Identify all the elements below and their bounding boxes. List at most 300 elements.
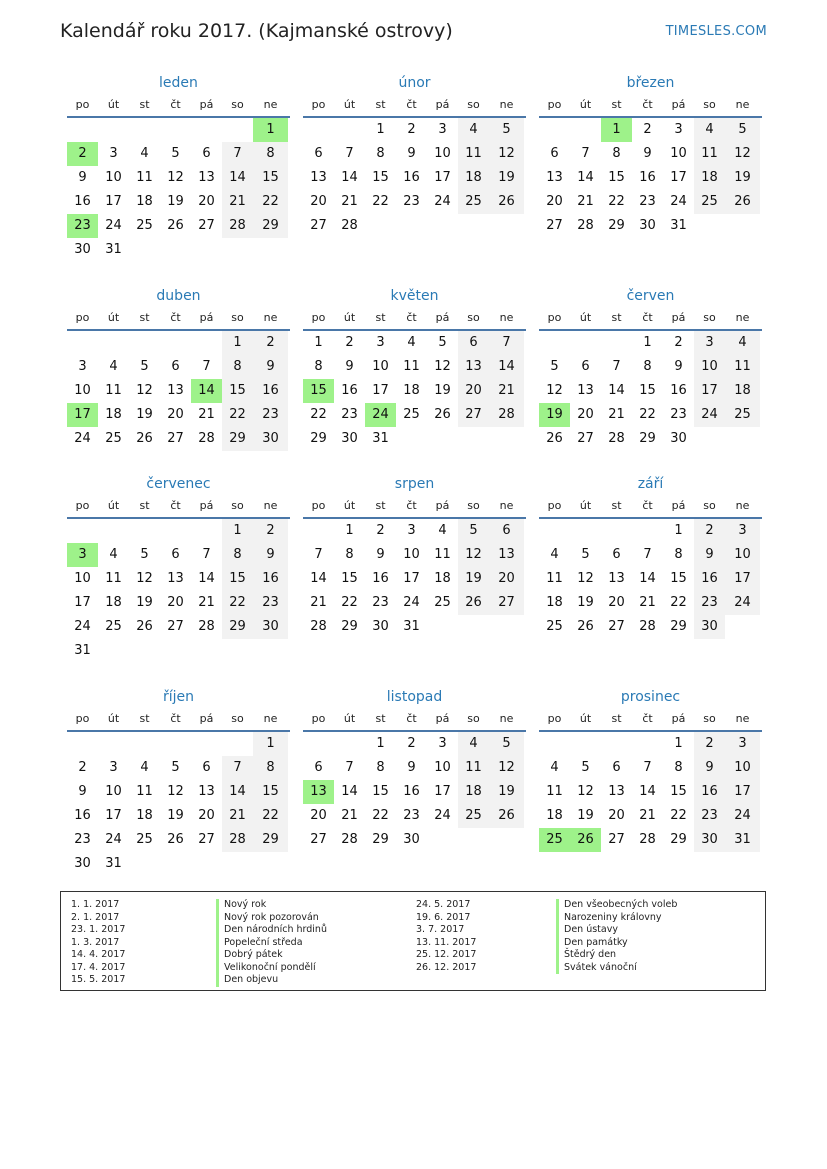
day-cell: 23 [670,407,687,422]
day-cell: 13 [310,170,327,185]
week-row [67,355,290,379]
weekday-label: po [311,98,326,111]
day-cell: 16 [403,170,420,185]
day-cell: 14 [341,784,358,799]
day-cell: 9 [694,543,725,567]
day-cell: 1 [376,122,385,137]
day-cell: 14 [222,780,253,804]
day-cell: 14 [198,571,215,586]
day-cell: 30 [694,828,725,852]
weekday-label: so [467,311,480,324]
day-cell: 2 [345,335,354,350]
day-cell: 8 [674,760,683,775]
weekday-label: so [231,499,244,512]
weekday-label: pá [671,98,686,111]
day-cell: 19 [167,194,184,209]
day-cell: 23 [639,194,656,209]
empty-day-cell [98,639,129,663]
empty-day-cell [129,639,160,663]
day-cell: 5 [550,359,559,374]
day-cell: 1 [222,519,253,543]
day-cell: 28 [577,218,594,233]
legend-holiday-name: Dobrý pátek [216,949,283,962]
day-cell: 23 [253,403,288,427]
week-row [303,379,526,403]
weekday-label: st [139,712,150,725]
empty-day-cell [725,615,760,639]
empty-day-cell [191,238,222,262]
empty-day-cell [191,639,222,663]
day-cell: 9 [253,543,288,567]
week-row [67,519,290,543]
day-cell: 13 [167,383,184,398]
day-cell: 19 [489,166,524,190]
weekday-label: pá [435,712,450,725]
day-cell: 3 [725,519,760,543]
day-cell: 17 [725,567,760,591]
weekday-label: ne [499,712,514,725]
day-cell: 14 [639,571,656,586]
weekday-label: út [579,311,592,324]
day-cell: 5 [171,146,180,161]
empty-day-cell [222,852,253,876]
week-row [303,190,526,214]
day-cell: 19 [167,808,184,823]
weekday-label: ne [263,499,278,512]
weekday-label: čt [170,311,181,324]
week-row [303,214,526,238]
empty-day-cell [458,615,489,639]
day-cell: 24 [434,808,451,823]
empty-day-cell [160,639,191,663]
day-cell: 19 [577,808,594,823]
empty-day-cell [458,214,489,238]
week-row [303,142,526,166]
day-cell: 5 [581,547,590,562]
weekday-label: st [375,98,386,111]
empty-day-cell [222,238,253,262]
day-cell: 15 [253,166,288,190]
day-cell: 28 [639,619,656,634]
day-cell: 25 [434,595,451,610]
day-cell: 11 [546,571,563,586]
week-row [539,355,762,379]
day-cell: 7 [222,756,253,780]
day-cell: 11 [546,784,563,799]
empty-day-cell [725,427,760,451]
day-cell: 26 [136,431,153,446]
empty-day-cell [98,331,129,355]
month-name: březen [626,75,675,91]
day-cell: 27 [577,431,594,446]
weekday-label: čt [642,98,653,111]
holiday-day-cell: 25 [539,828,570,852]
day-cell: 31 [403,619,420,634]
week-row [67,732,290,756]
day-cell: 25 [725,403,760,427]
day-cell: 21 [222,804,253,828]
day-cell: 27 [310,832,327,847]
week-row [539,804,762,828]
weekday-label: ne [263,311,278,324]
holiday-day-cell: 17 [67,403,98,427]
day-cell: 30 [639,218,656,233]
week-row [303,732,526,756]
week-row [303,403,526,427]
weekday-label: st [139,311,150,324]
day-cell: 19 [136,407,153,422]
empty-day-cell [160,118,191,142]
day-cell: 6 [171,547,180,562]
month-name: srpen [394,476,435,492]
day-cell: 28 [222,828,253,852]
day-cell: 24 [670,194,687,209]
day-cell: 7 [345,760,354,775]
day-cell: 3 [438,122,447,137]
empty-day-cell [694,427,725,451]
month-name: listopad [386,689,443,705]
day-cell: 22 [222,591,253,615]
day-cell: 10 [74,571,91,586]
month-name: květen [390,288,439,304]
week-row [67,379,290,403]
day-cell: 12 [136,571,153,586]
day-cell: 16 [341,383,358,398]
brand-link[interactable]: TIMESLES.COM [665,24,767,39]
empty-day-cell [222,118,253,142]
empty-day-cell [489,427,524,451]
empty-day-cell [191,331,222,355]
day-cell: 21 [341,194,358,209]
weekday-label: so [467,98,480,111]
week-row [539,142,762,166]
day-cell: 17 [434,170,451,185]
weekday-label: po [75,311,90,324]
day-cell: 15 [608,170,625,185]
day-cell: 26 [167,832,184,847]
day-cell: 5 [438,335,447,350]
week-row [67,567,290,591]
day-cell: 13 [198,784,215,799]
empty-day-cell [160,519,191,543]
holiday-day-cell: 19 [539,403,570,427]
empty-day-cell [303,118,334,142]
day-cell: 29 [372,832,389,847]
empty-day-cell [334,732,365,756]
weekday-label: po [75,499,90,512]
day-cell: 22 [608,194,625,209]
weekday-label: út [579,712,592,725]
day-cell: 14 [608,383,625,398]
day-cell: 29 [310,431,327,446]
weekday-header [539,708,762,732]
week-row [67,331,290,355]
day-cell: 21 [198,407,215,422]
day-cell: 20 [577,407,594,422]
week-row [539,214,762,238]
empty-day-cell [427,615,458,639]
day-cell: 23 [694,591,725,615]
month-září [539,473,762,639]
day-cell: 19 [434,383,451,398]
day-cell: 20 [608,808,625,823]
day-cell: 1 [674,523,683,538]
legend-holiday-name: Den objevu [216,974,278,987]
empty-day-cell [489,214,524,238]
day-cell: 22 [222,403,253,427]
month-prosinec [539,686,762,852]
week-row [303,166,526,190]
day-cell: 11 [105,383,122,398]
day-cell: 6 [202,146,211,161]
day-cell: 30 [694,615,725,639]
week-row [67,804,290,828]
day-cell: 14 [310,571,327,586]
day-cell: 6 [314,760,323,775]
day-cell: 7 [489,331,524,355]
day-cell: 20 [167,407,184,422]
empty-day-cell [303,732,334,756]
day-cell: 2 [407,122,416,137]
day-cell: 19 [725,166,760,190]
day-cell: 4 [109,547,118,562]
day-cell: 3 [407,523,416,538]
day-cell: 22 [372,194,389,209]
empty-day-cell [222,732,253,756]
day-cell: 12 [725,142,760,166]
weekday-label: st [611,712,622,725]
day-cell: 13 [608,571,625,586]
weekday-label: po [311,499,326,512]
weekday-label: čt [406,499,417,512]
legend-holiday-name: Svátek vánoční [556,962,637,975]
day-cell: 28 [341,218,358,233]
day-cell: 3 [109,146,118,161]
day-cell: 12 [489,142,524,166]
weekday-label: so [231,98,244,111]
day-cell: 16 [253,379,288,403]
day-cell: 7 [345,146,354,161]
day-cell: 3 [694,331,725,355]
day-cell: 26 [546,431,563,446]
empty-day-cell [489,615,524,639]
weekday-label: čt [170,712,181,725]
day-cell: 22 [310,407,327,422]
day-cell: 17 [74,595,91,610]
day-cell: 9 [674,359,683,374]
empty-day-cell [458,427,489,451]
day-cell: 23 [341,407,358,422]
empty-day-cell [539,732,570,756]
empty-day-cell [67,331,98,355]
day-cell: 3 [109,760,118,775]
day-cell: 28 [489,403,524,427]
weekday-label: po [311,712,326,725]
month-květen [303,285,526,451]
day-cell: 13 [489,543,524,567]
weekday-label: út [343,712,356,725]
weekday-label: čt [642,499,653,512]
day-cell: 25 [458,190,489,214]
day-cell: 1 [253,732,288,756]
weekday-label: so [231,712,244,725]
day-cell: 10 [372,359,389,374]
legend-date: 26. 12. 2017 [416,961,477,973]
day-cell: 8 [314,359,323,374]
weekday-label: so [703,499,716,512]
legend-holiday-name: Nový rok [216,899,266,912]
day-cell: 28 [198,619,215,634]
month-name: duben [156,288,201,304]
day-cell: 20 [608,595,625,610]
day-cell: 27 [310,218,327,233]
empty-day-cell [427,427,458,451]
day-cell: 18 [458,780,489,804]
day-cell: 4 [407,335,416,350]
day-cell: 13 [458,355,489,379]
day-cell: 14 [489,355,524,379]
day-cell: 6 [489,519,524,543]
day-cell: 11 [136,784,153,799]
day-cell: 3 [376,335,385,350]
empty-day-cell [98,732,129,756]
day-cell: 18 [105,595,122,610]
day-cell: 4 [109,359,118,374]
day-cell: 18 [434,571,451,586]
legend-holiday-name: Den všeobecných voleb [556,899,677,912]
day-cell: 29 [670,619,687,634]
weekday-header [303,708,526,732]
day-cell: 8 [222,355,253,379]
legend-date: 19. 6. 2017 [416,911,471,923]
weekday-header [67,307,290,331]
day-cell: 24 [105,218,122,233]
holiday-day-cell: 13 [303,780,334,804]
day-cell: 24 [694,403,725,427]
day-cell: 26 [458,591,489,615]
day-cell: 17 [694,379,725,403]
day-cell: 5 [140,547,149,562]
empty-day-cell [67,732,98,756]
empty-day-cell [191,118,222,142]
day-cell: 24 [403,595,420,610]
day-cell: 2 [694,732,725,756]
weekday-label: po [547,98,562,111]
day-cell: 10 [403,547,420,562]
empty-day-cell [539,331,570,355]
day-cell: 17 [403,571,420,586]
day-cell: 13 [198,170,215,185]
day-cell: 20 [546,194,563,209]
legend-holiday-name: Štědrý den [556,949,616,962]
day-cell: 10 [105,170,122,185]
day-cell: 12 [489,756,524,780]
day-cell: 1 [314,335,323,350]
day-cell: 16 [253,567,288,591]
legend-date: 17. 4. 2017 [71,961,126,973]
holiday-day-cell: 23 [67,214,98,238]
day-cell: 29 [639,431,656,446]
day-cell: 12 [167,170,184,185]
weekday-label: pá [435,499,450,512]
day-cell: 27 [546,218,563,233]
day-cell: 30 [670,431,687,446]
week-row [539,118,762,142]
empty-day-cell [160,238,191,262]
day-cell: 27 [167,619,184,634]
day-cell: 21 [577,194,594,209]
day-cell: 21 [489,379,524,403]
day-cell: 19 [489,780,524,804]
day-cell: 30 [372,619,389,634]
week-row [539,828,762,852]
day-cell: 20 [310,808,327,823]
empty-day-cell [129,118,160,142]
day-cell: 5 [140,359,149,374]
weekday-label: čt [642,311,653,324]
week-row [539,379,762,403]
week-row [67,190,290,214]
holiday-day-cell: 3 [67,543,98,567]
day-cell: 12 [546,383,563,398]
day-cell: 20 [167,595,184,610]
weekday-label: so [703,98,716,111]
weekday-label: pá [435,311,450,324]
day-cell: 16 [403,784,420,799]
day-cell: 5 [489,118,524,142]
day-cell: 22 [253,804,288,828]
empty-day-cell [489,828,524,852]
day-cell: 23 [403,808,420,823]
empty-day-cell [427,828,458,852]
day-cell: 12 [434,359,451,374]
month-červen [539,285,762,451]
week-row [67,403,290,427]
day-cell: 24 [434,194,451,209]
week-row [539,591,762,615]
month-únor [303,72,526,238]
weekday-label: út [107,499,120,512]
weekday-label: út [343,98,356,111]
day-cell: 1 [345,523,354,538]
day-cell: 21 [222,190,253,214]
weekday-label: po [547,311,562,324]
day-cell: 27 [198,832,215,847]
day-cell: 16 [372,571,389,586]
holiday-day-cell: 1 [253,118,288,142]
day-cell: 9 [345,359,354,374]
empty-day-cell [129,519,160,543]
day-cell: 7 [222,142,253,166]
day-cell: 21 [341,808,358,823]
day-cell: 15 [222,567,253,591]
day-cell: 30 [74,856,91,871]
week-row [67,780,290,804]
holiday-day-cell: 2 [67,142,98,166]
week-row [539,403,762,427]
week-row [303,543,526,567]
empty-day-cell [601,732,632,756]
legend-holiday-name: Den ústavy [556,924,618,937]
empty-day-cell [253,639,288,663]
weekday-label: út [579,98,592,111]
empty-day-cell [67,519,98,543]
day-cell: 11 [136,170,153,185]
week-row [539,166,762,190]
empty-day-cell [98,118,129,142]
day-cell: 24 [74,619,91,634]
day-cell: 31 [372,431,389,446]
